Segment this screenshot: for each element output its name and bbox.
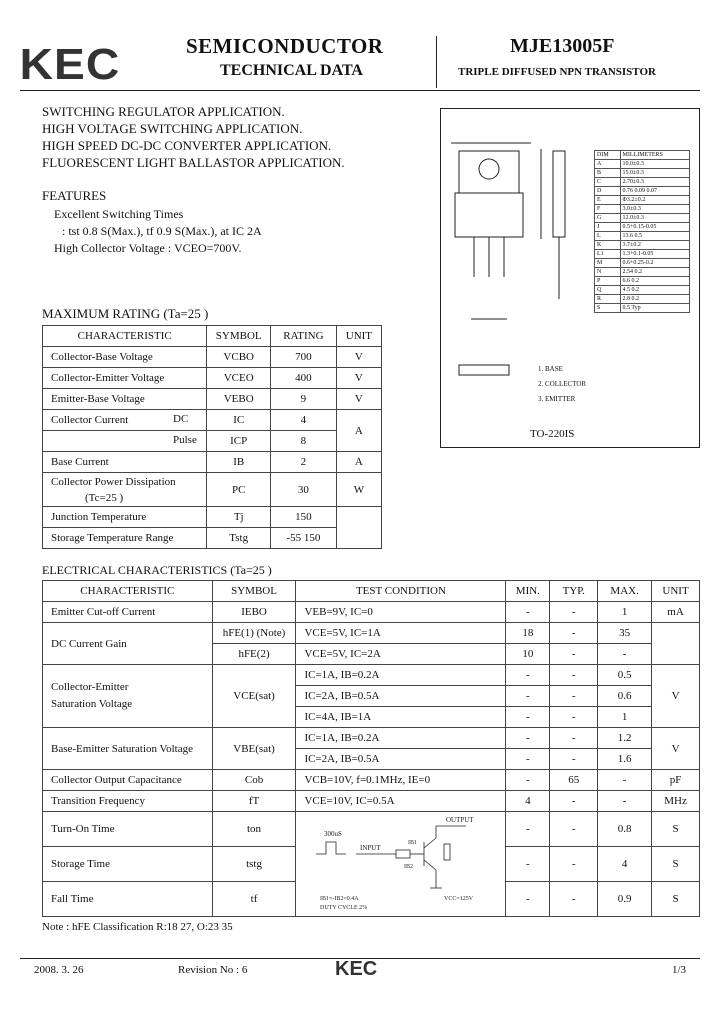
ib1-label: IB1 <box>408 840 418 846</box>
dim-cell: 15.0±0.3 <box>620 169 689 178</box>
table-row <box>43 728 700 749</box>
cell: 4 <box>598 847 652 882</box>
col-header: RATING <box>271 326 337 347</box>
cell: 4 <box>271 410 337 431</box>
cell: Tstg <box>207 528 271 549</box>
table-row <box>43 623 700 644</box>
transistor-emitter <box>424 860 436 870</box>
cell: - <box>506 707 550 728</box>
cell: IB <box>207 452 271 473</box>
cell: V <box>652 728 700 770</box>
cell: 18 <box>506 623 550 644</box>
cell: 8 <box>271 431 337 452</box>
mounting-hole <box>479 159 499 179</box>
table-row <box>43 770 700 791</box>
cell-text: Saturation Voltage <box>51 698 133 710</box>
dim-cell: Q <box>595 286 621 295</box>
output-label: OUTPUT <box>446 816 475 824</box>
dim-cell: C <box>595 178 621 187</box>
cell: -55 150 <box>271 528 337 549</box>
cell: - <box>506 812 550 847</box>
part-subtitle: TRIPLE DIFFUSED NPN TRANSISTOR <box>458 66 656 78</box>
dim-cell: S <box>595 304 621 313</box>
col-header: CHARACTERISTIC <box>43 581 213 602</box>
cell: - <box>550 707 598 728</box>
table-row <box>43 602 700 623</box>
cell: Base Current <box>43 452 207 473</box>
cell: Storage Time <box>43 847 213 882</box>
cell: DC Current Gain <box>43 623 213 665</box>
feature-item: : tst 0.8 S(Max.), tf 0.9 S(Max.), at IC 2A <box>62 224 262 238</box>
cell: IEBO <box>212 602 296 623</box>
cell: IC=4A, IB=1A <box>296 707 506 728</box>
application-item: HIGH VOLTAGE SWITCHING APPLICATION. <box>42 121 303 136</box>
cell: Junction Temperature <box>43 507 207 528</box>
cell: - <box>598 791 652 812</box>
cell-text: Collector Power Dissipation <box>51 475 176 488</box>
duty-note: DUTY CYCLE 2% <box>320 905 368 911</box>
dim-cell: G <box>595 214 621 223</box>
cell: ton <box>212 812 296 847</box>
cell: A <box>336 452 381 473</box>
cell: VEB=9V, IC=0 <box>296 602 506 623</box>
cell: 1 <box>598 707 652 728</box>
cell: 0.8 <box>598 812 652 847</box>
dim-cell: 0.6+0.25-0.2 <box>620 259 689 268</box>
cell: IC=1A, IB=0.2A <box>296 728 506 749</box>
dim-cell: Φ3.2±0.2 <box>620 196 689 205</box>
cell: hFE(1) (Note) <box>212 623 296 644</box>
dim-cell: 2.70±0.3 <box>620 178 689 187</box>
switching-circuit-cell <box>296 812 506 917</box>
cell: PC <box>207 473 271 507</box>
col-header: SYMBOL <box>212 581 296 602</box>
cell: IC=2A, IB=0.5A <box>296 686 506 707</box>
cell: 4 <box>506 791 550 812</box>
footer-date: 2008. 3. 26 <box>34 964 84 976</box>
transistor-collector <box>424 838 436 848</box>
part-number: MJE13005F <box>510 35 615 57</box>
cell: S <box>652 882 700 917</box>
dim-cell: P <box>595 277 621 286</box>
dim-cell: L1 <box>595 250 621 259</box>
package-body <box>455 193 523 237</box>
cell: mA <box>652 602 700 623</box>
table-row <box>43 507 382 528</box>
dim-cell: 4.5 0.2 <box>620 286 689 295</box>
cell: 150 <box>271 507 337 528</box>
col-header: UNIT <box>652 581 700 602</box>
side-view <box>553 151 565 237</box>
dim-cell: 0.76 0.09 0.07 <box>620 187 689 196</box>
page-number: 1/3 <box>672 964 687 976</box>
cell: VCE=5V, IC=1A <box>296 623 506 644</box>
cell: - <box>550 728 598 749</box>
header-rule <box>20 90 700 91</box>
table-row <box>43 528 382 549</box>
cell: 0.9 <box>598 882 652 917</box>
cell: Storage Temperature Range <box>43 528 207 549</box>
cell: - <box>550 812 598 847</box>
cell: VBE(sat) <box>212 728 296 770</box>
cell: Cob <box>212 770 296 791</box>
cell: - <box>550 882 598 917</box>
cell: Collector-Emitter Voltage <box>43 368 207 389</box>
cell: VCE=5V, IC=2A <box>296 644 506 665</box>
cell <box>43 473 207 507</box>
cell: VCEO <box>207 368 271 389</box>
cell-text: Collector-Emitter <box>51 681 129 693</box>
dim-cell: B <box>595 169 621 178</box>
cell: fT <box>212 791 296 812</box>
table-row <box>43 410 382 431</box>
cell: VCE=10V, IC=0.5A <box>296 791 506 812</box>
max-rating-table <box>42 325 382 549</box>
base-resistor <box>396 850 410 858</box>
max-rating-title: MAXIMUM RATING (Ta=25 ) <box>42 306 209 321</box>
cell: - <box>550 644 598 665</box>
cell: - <box>550 665 598 686</box>
cell: Fall Time <box>43 882 213 917</box>
cell: - <box>506 770 550 791</box>
cell: - <box>550 602 598 623</box>
cell: Base-Emitter Saturation Voltage <box>43 728 213 770</box>
cell: pF <box>652 770 700 791</box>
dim-cell: 12.0±0.3 <box>620 214 689 223</box>
cell: 10 <box>506 644 550 665</box>
dim-cell: 13.6 0.5 <box>620 232 689 241</box>
cell: ICP <box>207 431 271 452</box>
application-item: FLUORESCENT LIGHT BALLASTOR APPLICATION. <box>42 155 345 170</box>
technical-data-heading: TECHNICAL DATA <box>220 62 363 79</box>
dim-cell: 10.0±0.3 <box>620 160 689 169</box>
cell: Emitter Cut-off Current <box>43 602 213 623</box>
cell: - <box>506 686 550 707</box>
dim-cell: 3.0±0.3 <box>620 205 689 214</box>
cell: - <box>598 770 652 791</box>
cell: 2 <box>271 452 337 473</box>
cell: - <box>506 882 550 917</box>
input-label: INPUT <box>360 844 382 852</box>
cell: 30 <box>271 473 337 507</box>
package-top-body <box>459 151 519 193</box>
cell: V <box>336 347 381 368</box>
table-row <box>43 389 382 410</box>
dim-cell: 0.5+0.15-0.05 <box>620 223 689 232</box>
semiconductor-heading: SEMICONDUCTOR <box>186 34 384 58</box>
dim-cell: D <box>595 187 621 196</box>
cell: 0.5 <box>598 665 652 686</box>
cell-text: DC <box>173 413 189 425</box>
cell: - <box>550 847 598 882</box>
cell: - <box>598 644 652 665</box>
cell <box>652 623 700 665</box>
cell: 1.2 <box>598 728 652 749</box>
cell: V <box>336 368 381 389</box>
cell: A <box>336 410 381 452</box>
cell <box>336 507 381 549</box>
table-row <box>43 452 382 473</box>
dim-cell: F <box>595 205 621 214</box>
cell: VCB=10V, f=0.1MHz, IE=0 <box>296 770 506 791</box>
dim-cell: R <box>595 295 621 304</box>
ib2-label: IB2 <box>404 864 414 870</box>
cell <box>43 665 213 728</box>
header-divider <box>436 36 437 88</box>
cell <box>43 410 207 431</box>
pin-diagram <box>459 365 509 375</box>
classification-note: Note : hFE Classification R:18 27, O:23 35 <box>42 921 233 933</box>
application-item: SWITCHING REGULATOR APPLICATION. <box>42 104 285 119</box>
dimension-table <box>594 150 690 313</box>
cell: 0.6 <box>598 686 652 707</box>
table-row <box>43 473 382 507</box>
cell: IC=1A, IB=0.2A <box>296 665 506 686</box>
cell: - <box>550 686 598 707</box>
pin-legend <box>538 362 586 407</box>
cell: 1 <box>598 602 652 623</box>
cell: VCE(sat) <box>212 665 296 728</box>
dim-cell: 3.7±0.2 <box>620 241 689 250</box>
applications-list <box>42 103 345 171</box>
cell-text: Pulse <box>173 434 197 446</box>
cell: IC=2A, IB=0.5A <box>296 749 506 770</box>
cell-text: (Tc=25 ) <box>85 491 124 504</box>
cell: VEBO <box>207 389 271 410</box>
dim-cell: A <box>595 160 621 169</box>
cell: 9 <box>271 389 337 410</box>
dim-header: MILLIMETERS <box>620 151 689 160</box>
kec-logo: KEC <box>19 40 121 89</box>
cell: S <box>652 812 700 847</box>
col-header: MIN. <box>506 581 550 602</box>
dim-header: DIM <box>595 151 621 160</box>
cell: - <box>550 749 598 770</box>
cell: 400 <box>271 368 337 389</box>
cell: 65 <box>550 770 598 791</box>
elec-title: ELECTRICAL CHARACTERISTICS (Ta=25 ) <box>42 563 272 577</box>
cell: V <box>652 665 700 728</box>
pin-label: 3. EMITTER <box>538 395 576 403</box>
package-name: TO-220IS <box>530 428 575 440</box>
dim-cell: L <box>595 232 621 241</box>
cell: Tj <box>207 507 271 528</box>
feature-item: High Collector Voltage : VCEO=700V. <box>54 241 242 255</box>
switching-circuit-svg <box>296 814 504 914</box>
cell <box>43 431 207 452</box>
cell: - <box>506 728 550 749</box>
col-header: MAX. <box>598 581 652 602</box>
cell: - <box>506 749 550 770</box>
cell: MHz <box>652 791 700 812</box>
dim-cell: J <box>595 223 621 232</box>
cell: Emitter-Base Voltage <box>43 389 207 410</box>
dim-cell: 2.54 0.2 <box>620 268 689 277</box>
dim-cell: 1.3+0.1-0.05 <box>620 250 689 259</box>
col-header: UNIT <box>336 326 381 347</box>
cell: Collector Output Capacitance <box>43 770 213 791</box>
table-row <box>43 368 382 389</box>
table-row <box>43 791 700 812</box>
col-header: TYP. <box>550 581 598 602</box>
cell: VCBO <box>207 347 271 368</box>
cell: - <box>506 602 550 623</box>
dim-cell: N <box>595 268 621 277</box>
cell: S <box>652 847 700 882</box>
footer-revision: Revision No : 6 <box>178 964 248 976</box>
cell: - <box>506 665 550 686</box>
col-header: SYMBOL <box>207 326 271 347</box>
col-header: CHARACTERISTIC <box>43 326 207 347</box>
dim-cell: 0.5 Typ <box>620 304 689 313</box>
application-item: HIGH SPEED DC-DC CONVERTER APPLICATION. <box>42 138 332 153</box>
cell-text: Collector Current <box>51 414 129 426</box>
cell: IC <box>207 410 271 431</box>
footer-logo: KEC <box>335 958 378 980</box>
pin-label: 2. COLLECTOR <box>538 380 587 388</box>
cell: - <box>550 623 598 644</box>
features-title: FEATURES <box>42 188 107 203</box>
dim-cell: E <box>595 196 621 205</box>
cell: V <box>336 389 381 410</box>
cell: Turn-On Time <box>43 812 213 847</box>
cell: 35 <box>598 623 652 644</box>
dim-cell: M <box>595 259 621 268</box>
cell: - <box>506 847 550 882</box>
dim-cell: 2.8 0.2 <box>620 295 689 304</box>
pulse-waveform <box>316 842 346 854</box>
cell: tstg <box>212 847 296 882</box>
cell: W <box>336 473 381 507</box>
table-row <box>43 665 700 686</box>
cell: hFE(2) <box>212 644 296 665</box>
table-row <box>43 347 382 368</box>
cell: Collector-Base Voltage <box>43 347 207 368</box>
ib-note: IB1=-IB2=0.4A <box>320 896 360 902</box>
vcc-label: VCC=125V <box>444 896 474 902</box>
feature-item: Excellent Switching Times <box>54 207 184 221</box>
col-header: TEST CONDITION <box>296 581 506 602</box>
cell: 1.6 <box>598 749 652 770</box>
cell: Transition Frequency <box>43 791 213 812</box>
elec-table <box>42 580 700 917</box>
table-row <box>43 812 700 847</box>
cell: 700 <box>271 347 337 368</box>
cell: - <box>550 791 598 812</box>
cell: tf <box>212 882 296 917</box>
dim-cell: K <box>595 241 621 250</box>
pulse-label: 300uS <box>324 830 343 838</box>
pin-label: 1. BASE <box>538 365 563 373</box>
load-resistor <box>444 844 450 860</box>
dim-cell: 6.6 0.2 <box>620 277 689 286</box>
table-row <box>43 431 382 452</box>
